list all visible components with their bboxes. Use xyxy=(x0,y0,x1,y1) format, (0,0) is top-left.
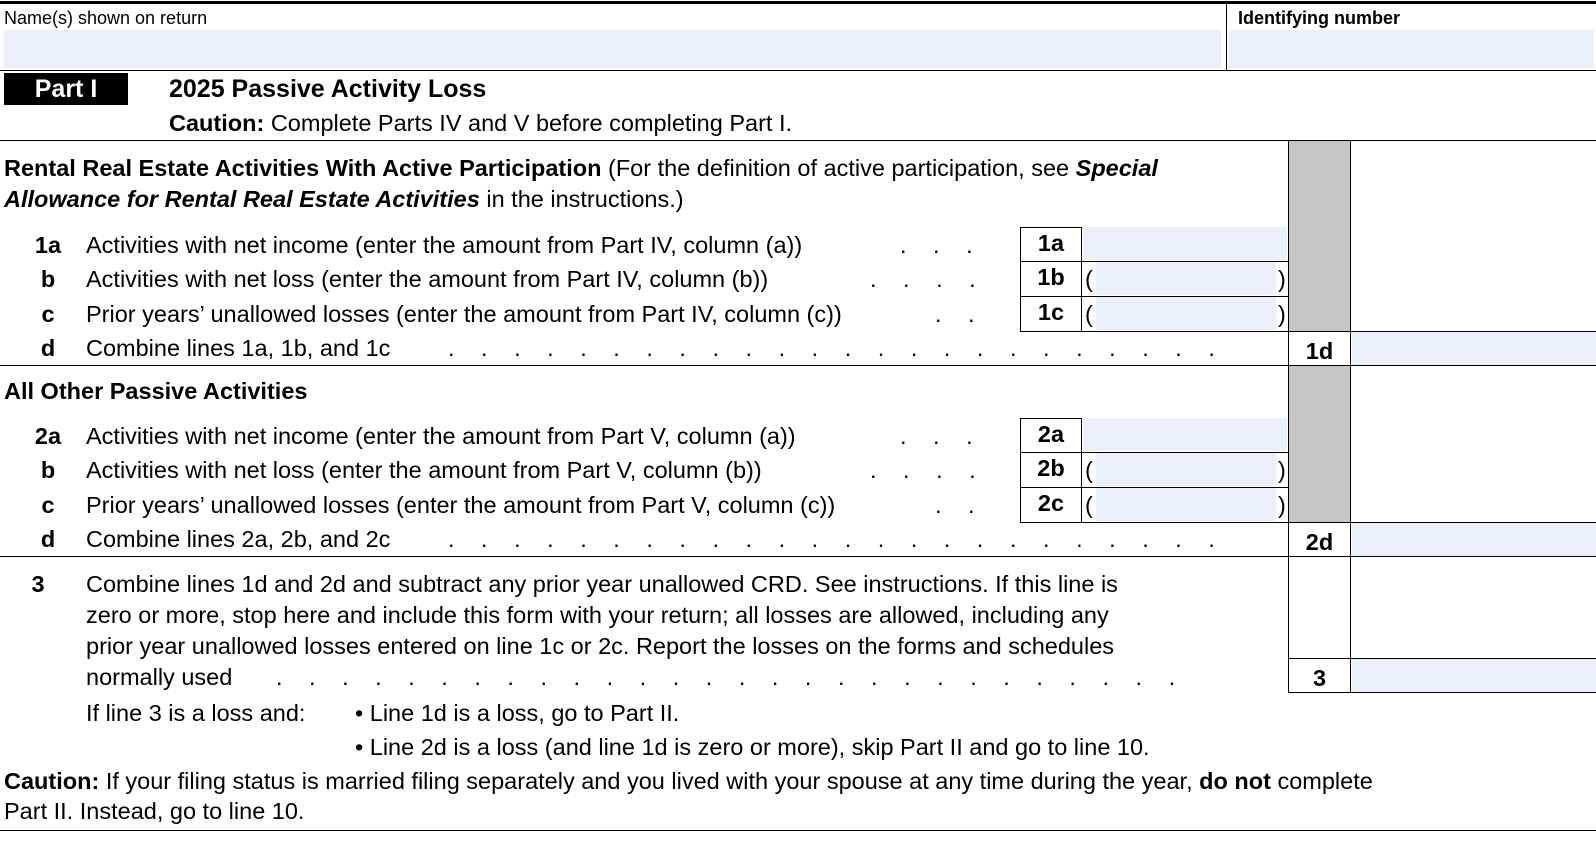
leader-dots: . . . . . . . . . . . . . . . . . . . . . . . . xyxy=(448,526,1225,552)
box-label-2a: 2a xyxy=(1020,418,1082,452)
rental-heading-text: (For the definition of active participation, see xyxy=(601,155,1076,181)
input-1c[interactable] xyxy=(1096,297,1276,330)
close-paren: ) xyxy=(1278,301,1286,327)
input-2b[interactable] xyxy=(1096,453,1276,486)
line-number: 1a xyxy=(34,232,62,258)
caution2-label: Caution: xyxy=(4,768,100,794)
caution2-line2: Part II. Instead, go to line 10. xyxy=(4,798,305,824)
close-paren: ) xyxy=(1278,266,1286,292)
box-label-3: 3 xyxy=(1312,665,1327,691)
leader-dots: . . . xyxy=(900,423,983,449)
box-label-1d: 1d xyxy=(1305,338,1334,364)
caution-text: Complete Parts IV and V before completing Part I. xyxy=(270,110,793,136)
box-label-1c: 1c xyxy=(1020,297,1082,331)
line3-text-2: zero or more, stop here and include this form with your return; all losses are allowed, including any xyxy=(86,602,1109,628)
line-text: Activities with net loss (enter the amount from Part V, column (b)) xyxy=(86,457,762,483)
line-number: 3 xyxy=(31,571,45,597)
rental-heading-italic2: Allowance for Rental Real Estate Activities xyxy=(4,186,480,212)
line-number: d xyxy=(40,335,56,361)
open-paren: ( xyxy=(1085,457,1093,483)
part-badge-label: Part I xyxy=(34,75,98,103)
input-2c[interactable] xyxy=(1096,488,1276,521)
caution2-line1 xyxy=(4,767,1373,795)
rental-heading-italic1: Special xyxy=(1075,155,1158,181)
line-text: Combine lines 2a, 2b, and 2c xyxy=(86,526,391,552)
box-label-2d: 2d xyxy=(1305,529,1334,555)
part-title: 2025 Passive Activity Loss xyxy=(169,75,487,103)
line-text: Activities with net income (enter the amount from Part IV, column (a)) xyxy=(86,232,803,258)
line-number: c xyxy=(41,492,55,518)
leader-dots: . . . . xyxy=(870,266,986,292)
line3-text-4: normally used xyxy=(86,664,233,690)
leader-dots: . . . . . . . . . . . . . . . . . . . . . . . . xyxy=(448,335,1225,361)
other-heading: All Other Passive Activities xyxy=(4,378,308,404)
part-caution xyxy=(169,109,792,137)
leader-dots: . . xyxy=(935,301,985,327)
box-label-2b: 2b xyxy=(1020,453,1082,487)
input-2a[interactable] xyxy=(1083,418,1287,451)
line3-text-1: Combine lines 1d and 2d and subtract any prior year unallowed CRD. See instructions. If this line is xyxy=(86,571,1118,597)
line-text: Prior years’ unallowed losses (enter the amount from Part V, column (c)) xyxy=(86,492,836,518)
line-text: Combine lines 1a, 1b, and 1c xyxy=(86,335,391,361)
rental-heading-line2 xyxy=(4,185,684,213)
open-paren: ( xyxy=(1085,492,1093,518)
line-number: b xyxy=(40,457,56,483)
line3-if-label: If line 3 is a loss and: xyxy=(86,700,306,726)
open-paren: ( xyxy=(1085,266,1093,292)
line-text: Activities with net loss (enter the amount from Part IV, column (b)) xyxy=(86,266,769,292)
line-number: 2a xyxy=(34,423,62,449)
box-label-1b: 1b xyxy=(1020,262,1082,296)
leader-dots: . . . xyxy=(900,232,983,258)
line-text: Activities with net income (enter the amount from Part V, column (a)) xyxy=(86,423,796,449)
input-2d[interactable] xyxy=(1352,523,1596,556)
name-field[interactable] xyxy=(4,30,1221,68)
part-badge xyxy=(4,73,128,105)
leader-dots: . . . . . . . . . . . . . . . . . . . . . . . . . . . . xyxy=(276,664,1186,690)
line-number: c xyxy=(41,301,55,327)
line3-bullet-2: • Line 2d is a loss (and line 1d is zero or more), skip Part II and go to line 10. xyxy=(355,734,1150,760)
caution-label: Caution: xyxy=(169,110,265,136)
shaded-column-1 xyxy=(1289,141,1350,331)
line-number: b xyxy=(40,266,56,292)
name-label: Name(s) shown on return xyxy=(4,8,208,28)
caution2-bold: do not xyxy=(1199,768,1271,794)
id-field[interactable] xyxy=(1228,30,1594,68)
leader-dots: . . xyxy=(935,492,985,518)
caution2-text1: If your filing status is married filing separately and you lived with your spouse at any time during the year, xyxy=(99,768,1200,794)
close-paren: ) xyxy=(1278,457,1286,483)
caution2-text2: complete xyxy=(1270,768,1373,794)
id-label: Identifying number xyxy=(1238,8,1400,28)
rental-heading-line1 xyxy=(4,154,1158,182)
close-paren: ) xyxy=(1278,492,1286,518)
leader-dots: . . . . xyxy=(870,457,986,483)
open-paren: ( xyxy=(1085,301,1093,327)
input-1a[interactable] xyxy=(1083,227,1287,260)
input-3[interactable] xyxy=(1352,659,1596,692)
line-text: Prior years’ unallowed losses (enter the amount from Part IV, column (c)) xyxy=(86,301,842,327)
shaded-column-2 xyxy=(1289,366,1350,522)
rental-heading-bold: Rental Real Estate Activities With Active Participation xyxy=(4,155,602,181)
line3-bullet-1: • Line 1d is a loss, go to Part II. xyxy=(355,700,680,726)
box-label-2c: 2c xyxy=(1020,488,1082,522)
box-label-1a: 1a xyxy=(1020,227,1082,261)
input-1d[interactable] xyxy=(1352,332,1596,365)
line-number: d xyxy=(40,526,56,552)
line3-text-3: prior year unallowed losses entered on line 1c or 2c. Report the losses on the forms and schedules xyxy=(86,633,1115,659)
input-1b[interactable] xyxy=(1096,262,1276,295)
rental-heading-text2: in the instructions.) xyxy=(479,186,684,212)
